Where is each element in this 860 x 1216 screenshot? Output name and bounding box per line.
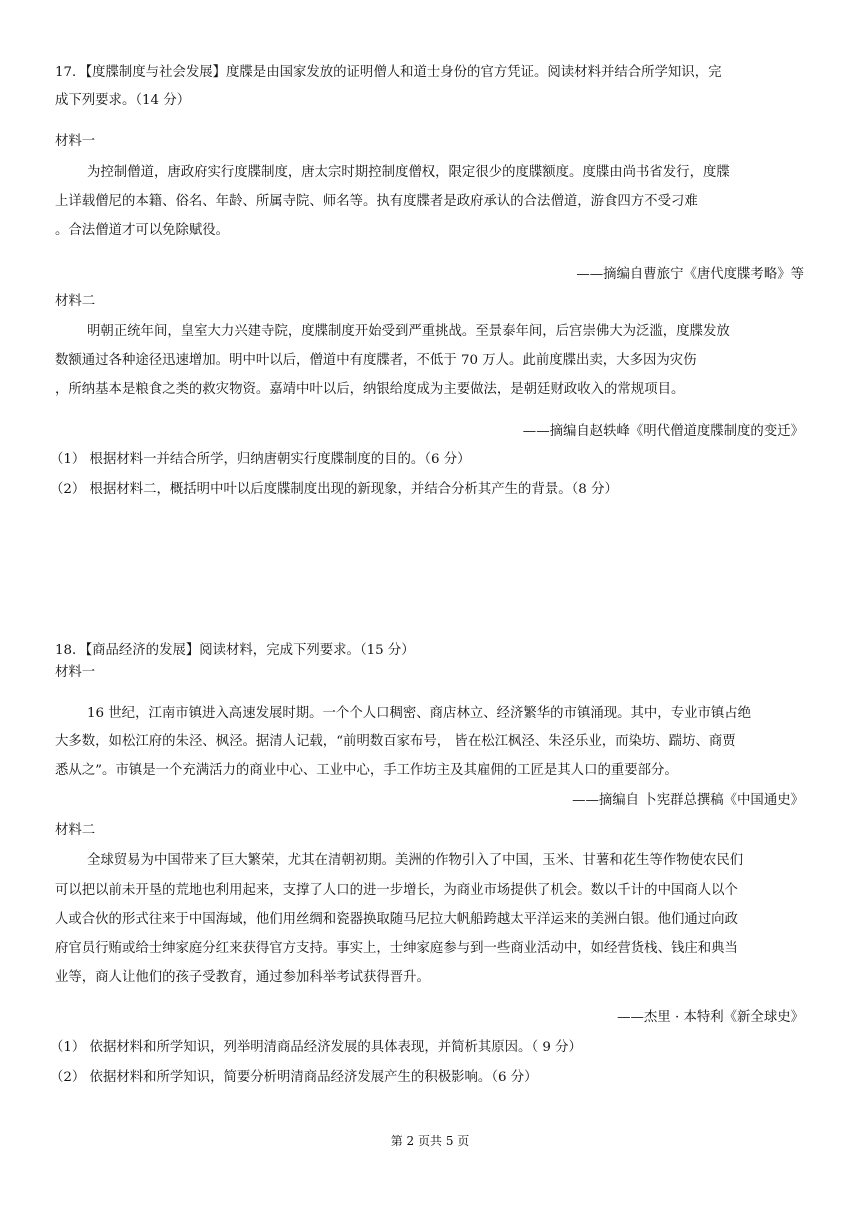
q18-material2-line: 业等，商人让他们的孩子受教育，通过参加科举考试获得晋升。 [55, 970, 430, 985]
q18-material2-line: 府官员行贿或给士绅家庭分红来获得官方支持。事实上，士绅家庭参与到一些商业活动中，如经营货栈、钱庄和典当 [55, 941, 738, 956]
q17-material1-label: 材料一 [55, 134, 96, 149]
q17-material2-label: 材料二 [55, 294, 96, 309]
q18-material1-source: ——摘编自 卜宪群总撰稿《中国通史》 [572, 793, 804, 808]
q18-material2-source: ——杰里 · 本特利《新全球史》 [617, 1010, 804, 1025]
q18-subquestion-1: （1） 依据材料和所学知识，列举明清商品经济发展的具体表现，并简析其原因。（ 9 分） [50, 1040, 582, 1055]
q18-material1-label: 材料一 [55, 665, 96, 680]
q18-material1-line: 16 世纪，江南市镇进入高速发展时期。一个个人口稠密、商店林立、经济繁华的市镇涌现。其中，专业市镇占绝 [87, 706, 752, 721]
q18-material1-line: 大多数，如松江府的朱泾、枫泾。据清人记载，“前明数百家布号， 皆在松江枫泾、朱泾乐业，而染坊、踹坊、商贾 [55, 734, 736, 749]
page-number: 第 2 页共 5 页 [390, 1134, 470, 1148]
q18-material2-line: 可以把以前未开垦的荒地也利用起来，支撑了人口的进一步增长，为商业市场提供了机会。数以千计的中国商人以个 [55, 883, 738, 898]
q17-material1-line: 上详载僧尼的本籍、俗名、年龄、所属寺院、师名等。执有度牒者是政府承认的合法僧道，游食四方不受刁难 [55, 194, 698, 209]
q17-title-line2: 成下列要求。（14 分） [55, 93, 191, 108]
q17-material2-line: 数额通过各种途径迅速增加。明中叶以后，僧道中有度牒者，不低于 70 万人。此前度牒出卖，大多因为灾伤 [55, 353, 697, 368]
q17-subquestion-1: （1） 根据材料一并结合所学，归纳唐朝实行度牒制度的目的。（6 分） [50, 452, 471, 467]
q18-material2-line: 全球贸易为中国带来了巨大繁荣，尤其在清朝初期。美洲的作物引入了中国，玉米、甘薯和花生等作物使农民们 [87, 853, 744, 868]
q17-material1-line: 。合法僧道才可以免除赋役。 [55, 223, 230, 238]
q17-material2-source: ——摘编自赵轶峰《明代僧道度牒制度的变迁》 [522, 424, 804, 439]
q17-material1-source: ——摘编自曹旅宁《唐代度牒考略》等 [576, 267, 804, 282]
q17-material2-line: ，所纳基本是粮食之类的救灾物资。嘉靖中叶以后，纳银给度成为主要做法，是朝廷财政收入的常规项目。 [55, 382, 685, 397]
q17-material2-line: 明朝正统年间，皇室大力兴建寺院，度牒制度开始受到严重挑战。至景泰年间，后宫崇佛大为泛滥，度牒发放 [87, 324, 730, 339]
q18-subquestion-2: （2） 依据材料和所学知识，简要分析明清商品经济发展产生的积极影响。（6 分） [50, 1070, 538, 1085]
q17-title-line1: 17．【度牒制度与社会发展】度牒是由国家发放的证明僧人和道士身份的官方凭证。阅读材料并结合所学知识，完 [55, 65, 722, 80]
q18-material1-line: 悉从之”。市镇是一个充满活力的商业中心、工业中心，手工作坊主及其雇佣的工匠是其人口的重要部分。 [55, 763, 678, 778]
q17-material1-line: 为控制僧道，唐政府实行度牒制度，唐太宗时期控制度僧权，限定很少的度牒额度。度牒由尚书省发行，度牒 [87, 165, 730, 180]
q18-title: 18．【商品经济的发展】阅读材料，完成下列要求。（15 分） [55, 643, 415, 658]
q17-subquestion-2: （2） 根据材料二，概括明中叶以后度牒制度出现的新现象，并结合分析其产生的背景。（8 分） [50, 482, 618, 497]
q18-material2-line: 人或合伙的形式往来于中国海域，他们用丝绸和瓷器换取随马尼拉大帆船跨越太平洋运来的美洲白银。他们通过向政 [55, 912, 738, 927]
q18-material2-label: 材料二 [55, 823, 96, 838]
